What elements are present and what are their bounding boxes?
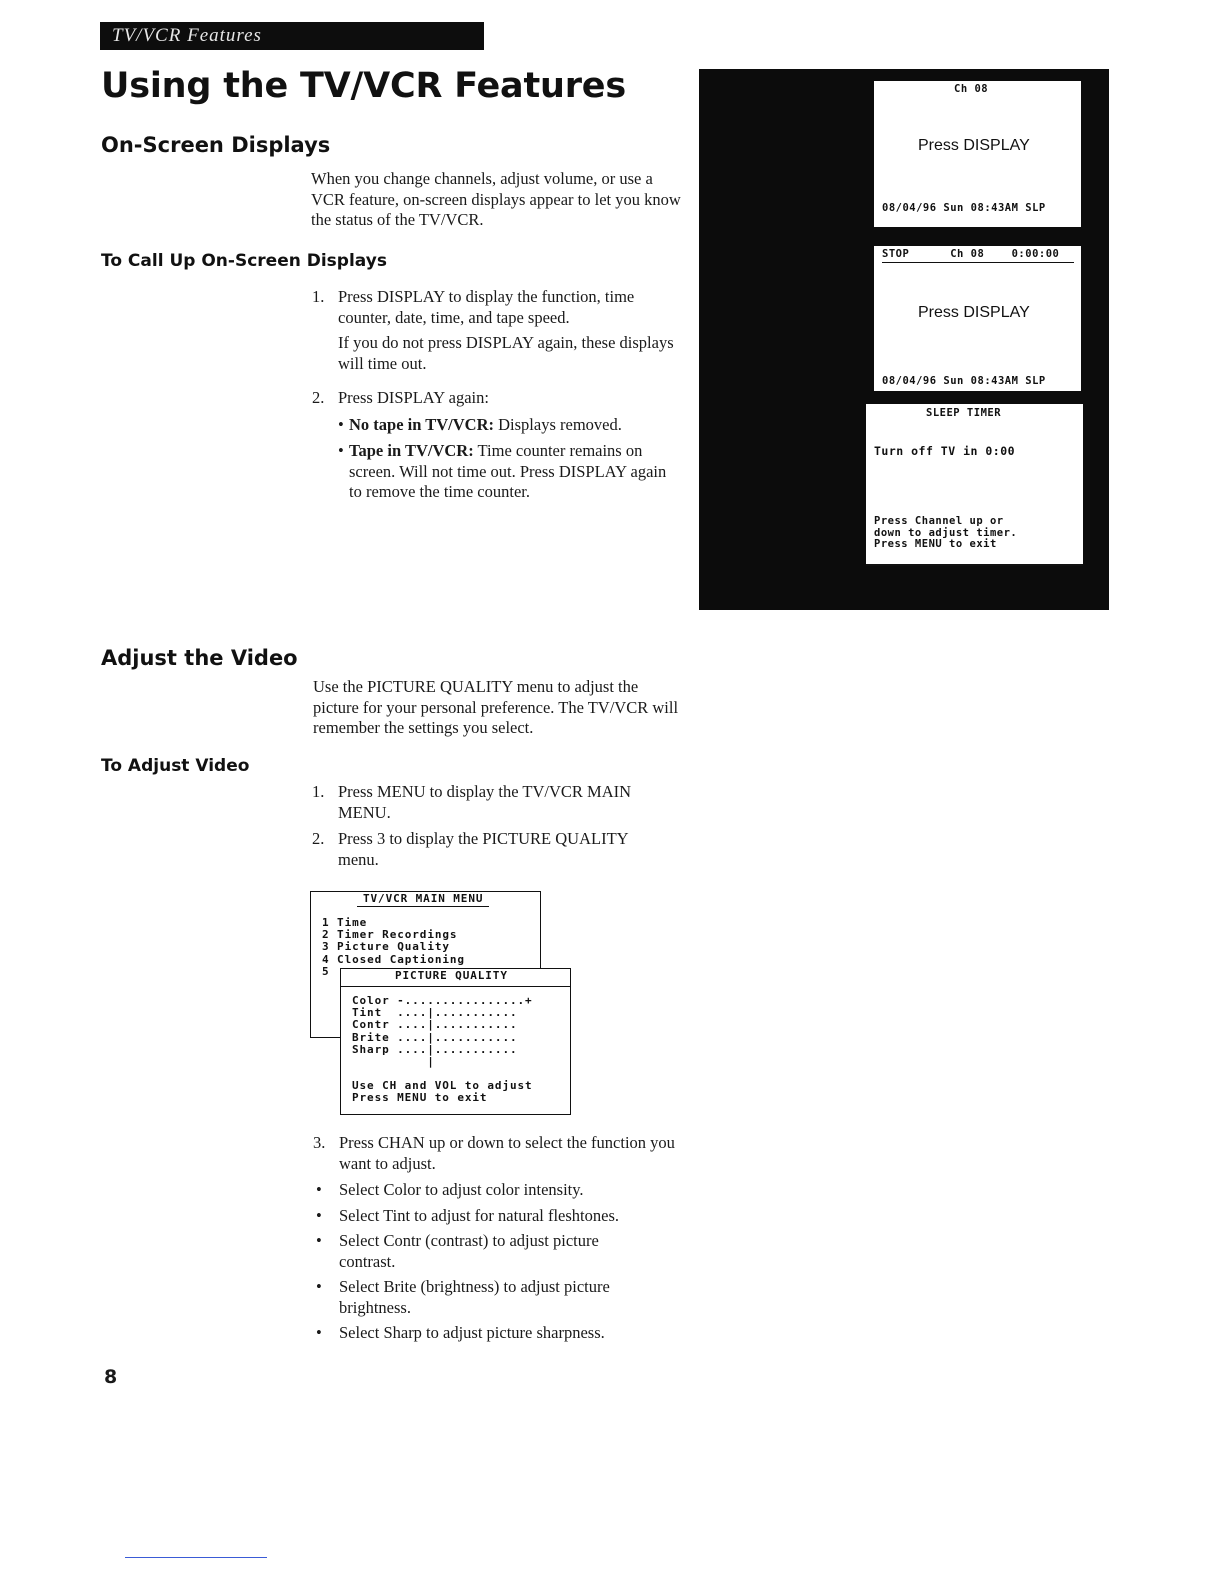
picture-quality-divider [341, 986, 570, 987]
bullet-text: Time counter remains on screen. Will not time out. Press DISPLAY again to remove the time counter. [349, 441, 667, 501]
bullet-tape [312, 441, 682, 503]
step-number: 1. [312, 287, 325, 306]
step-number: 2. [312, 388, 325, 407]
adjust-options-list [313, 1180, 643, 1344]
video-step-3 [313, 1133, 685, 1349]
osd-channel: Ch 08 [954, 83, 989, 95]
section-tab [100, 22, 484, 50]
osd-press-display: Press DISPLAY [918, 304, 1030, 321]
picture-quality-rows: Color -................+ Tint ....|........... Contr ....|........... Brite ....|........... Sharp ....|........... | [352, 994, 533, 1069]
step-text: Press CHAN up or down to select the function you want to adjust. [339, 1133, 675, 1173]
step-number: 3. [313, 1133, 326, 1152]
section-heading-onscreen: On-Screen Displays [101, 133, 331, 157]
osd-vcr-status: STOP Ch 08 0:00:00 [882, 248, 1074, 263]
section-heading-video: Adjust the Video [101, 646, 298, 670]
page-number: 8 [104, 1366, 118, 1388]
bottom-rule [125, 1557, 267, 1558]
bullet-label: Tape in TV/VCR: [349, 441, 474, 460]
osd-sleep-timer [866, 404, 1083, 566]
page-title: Using the TV/VCR Features [101, 66, 626, 106]
bullet-icon: • [338, 414, 344, 434]
sleep-timer-value: Turn off TV in 0:00 [874, 444, 1016, 458]
picture-quality-title: PICTURE QUALITY [395, 969, 508, 982]
bullet-no-tape [312, 415, 682, 436]
subheading-call-up-displays: To Call Up On-Screen Displays [101, 251, 387, 271]
main-menu-items: 1 Time 2 Timer Recordings 3 Picture Quality 4 Closed Captioning 5 [322, 916, 465, 978]
step-text: Press MENU to display the TV/VCR MAIN MENU. [338, 782, 632, 822]
step-number: 2. [312, 829, 325, 848]
onscreen-intro: When you change channels, adjust volume, or use a VCR feature, on-screen displays appear to let you know the status of the TV/VCR. [311, 169, 681, 229]
osd-screen-1 [874, 81, 1081, 227]
osd-screen-2 [874, 246, 1081, 391]
section-tab-label: TV/VCR Features [112, 25, 262, 46]
step-text: Press 3 to display the PICTURE QUALITY menu. [338, 829, 628, 869]
sleep-timer-title: SLEEP TIMER [926, 407, 1002, 419]
bullet-text: Displays removed. [498, 414, 622, 434]
list-item: • Select Tint to adjust for natural fleshtones. [313, 1206, 643, 1227]
list-item: • Select Color to adjust color intensity. [313, 1180, 643, 1201]
step-number: 1. [312, 782, 325, 801]
picture-quality-box [340, 968, 571, 1115]
video-step-2 [312, 829, 672, 870]
step-text: Press DISPLAY again: [338, 388, 489, 407]
list-item: • Select Sharp to adjust picture sharpness. [313, 1323, 643, 1344]
list-item: • Select Contr (contrast) to adjust picture contrast. [313, 1231, 643, 1272]
osd-status-line: 08/04/96 Sun 08:43AM SLP [882, 375, 1046, 387]
subheading-adjust-video: To Adjust Video [101, 756, 250, 776]
video-intro: Use the PICTURE QUALITY menu to adjust the picture for your personal preference. The TV/VCR will remember the settings you select. [313, 677, 679, 737]
list-item: • Select Brite (brightness) to adjust picture brightness. [313, 1277, 643, 1318]
osd-press-display: Press DISPLAY [918, 137, 1030, 154]
onscreen-step-2 [312, 388, 682, 503]
step-note: If you do not press DISPLAY again, these displays will time out. [338, 333, 674, 373]
step-text: Press DISPLAY to display the function, time counter, date, time, and tape speed. [338, 287, 635, 327]
bullet-icon: • [338, 441, 344, 460]
picture-quality-help: Use CH and VOL to adjust Press MENU to exit [352, 1079, 533, 1105]
video-step-1 [312, 782, 672, 823]
main-menu-title: TV/VCR MAIN MENU [357, 893, 489, 907]
bullet-label: No tape in TV/VCR: [349, 414, 494, 434]
onscreen-step-1 [312, 287, 682, 374]
sleep-timer-help: Press Channel up or down to adjust timer. Press MENU to exit [874, 515, 1018, 550]
osd-status-line: 08/04/96 Sun 08:43AM SLP [882, 202, 1046, 214]
